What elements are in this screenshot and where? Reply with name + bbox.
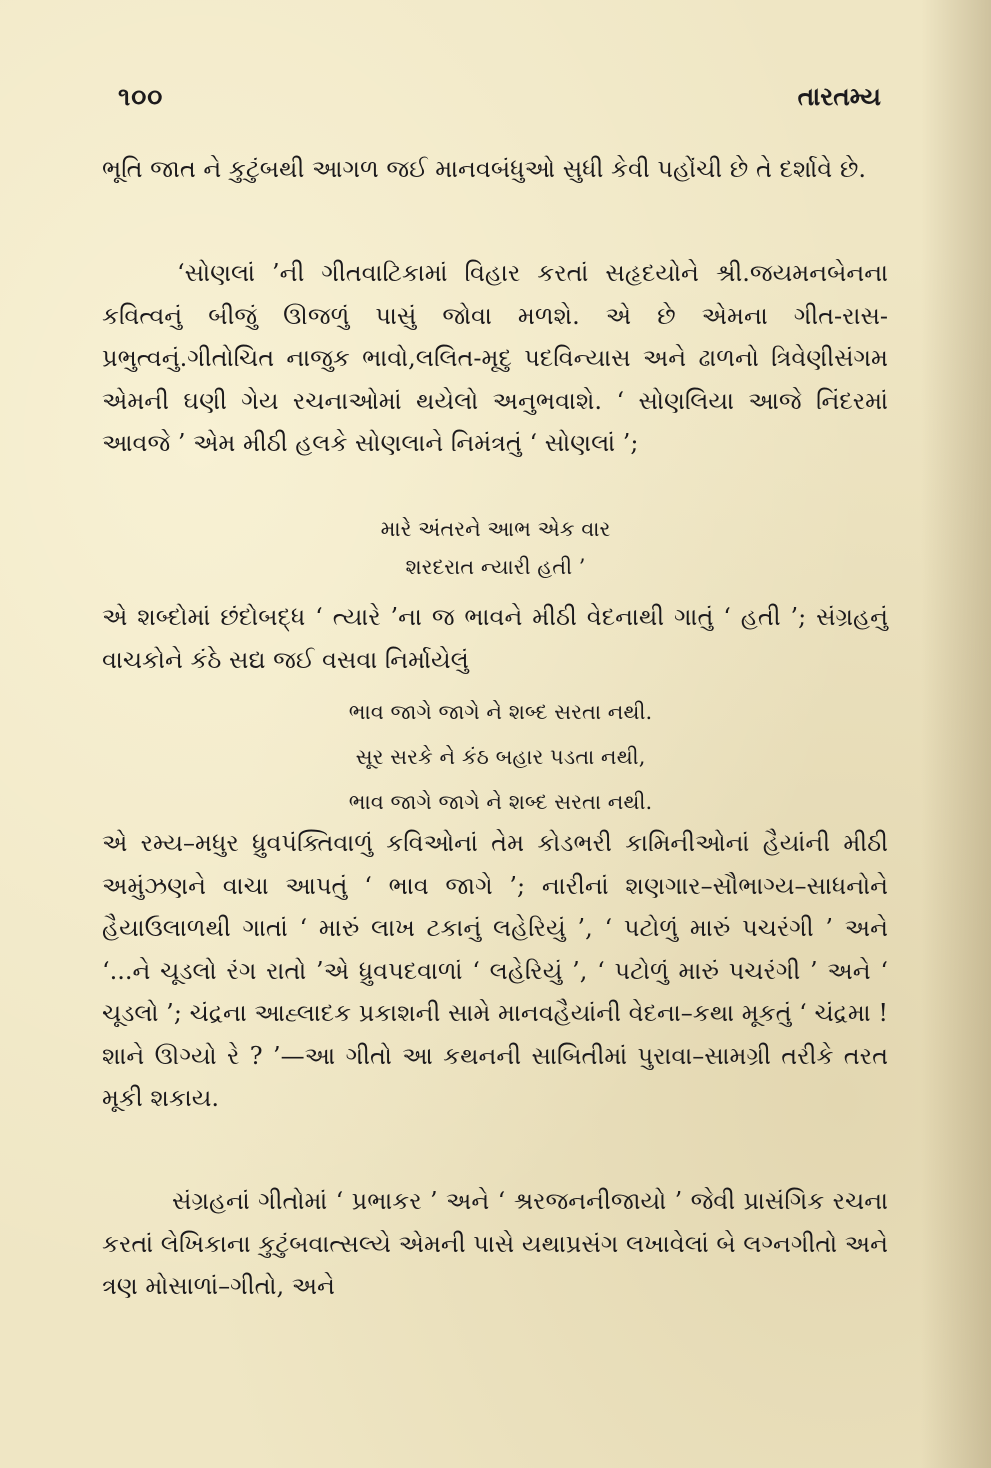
paragraph-4: એ રમ્ય–મધુર ધ્રુવપંક્તિવાળું કવિઓનાં તેમ કોડભરી કામિનીઓનાં હૈયાંની મીઠી અમુંઝણને વાચા આપતું ‘ ભાવ જાગે ’; નારીનાં શણગાર–સૌભાગ્ય–સાધનોને હૈયાઉલાળથી ગાતાં ‘ મારું લાખ ટકાનું લહેરિયું ’, ‘ પટોળું મારું પચરંગી ’ અને ‘...ને ચૂડલો રંગ રાતો ’એ ધ્રુવપદવાળાં ‘ લહેરિયું ’, ‘ પટોળું મારું પચરંગી ’ અને ‘ ચૂડલો ’; ચંદ્રના આહ્લાદક પ્રકાશની સામે માનવહૈયાંની વેદના–કથા મૂકતું ‘ ચંદ્રમા ! શાને ઊગ્યો રે ? ’—આ ગીતો આ કથનની સાબિતીમાં પુરાવા–સામગ્રી તરીકે તરત મૂકી શકાય.	[102, 829, 888, 1112]
running-head: તારતમ્ય	[797, 82, 881, 111]
paragraph-5: સંગ્રહનાં ગીતોમાં ‘ પ્રભાકર ’ અને ‘ શ્રરજનનીજાયો ’ જેવી પ્રાસંગિક રચના કરતાં લેખિકાના કુટુંબવાત્સલ્યે એમની પાસે યથાપ્રસંગ લખાવેલાં બે લગ્નગીતો અને ત્રણ મોસાળાં–ગીતો, અને	[102, 1187, 888, 1300]
verse-line: શરદરાત ન્યારી હતી ’	[405, 555, 586, 579]
verse-line: સૂર સરકે ને કંઠ બહાર પડતા નથી,	[355, 745, 646, 769]
verse-quote-2	[0, 690, 991, 825]
paragraph-1: ભૂતિ જાત ને કુટુંબથી આગળ જઈ માનવબંધુઓ સુધી કેવી પહોંચી છે તે દર્શાવે છે.	[102, 155, 867, 183]
verse-line: મારે અંતરને આભ એક વાર	[380, 517, 611, 541]
paragraph-2: ‘સોણલાં ’ની ગીતવાટિકામાં વિહાર કરતાં સહૃદયોને શ્રી.જયમનબેનના કવિત્વનું બીજું ઊજળું પાસું જોવા મળશે. એ છે એમના ગીત-રાસ-પ્રભુત્વનું.ગીતોચિત નાજુક ભાવો,લલિત-મૃદુ પદવિન્યાસ અને ઢાળનો ત્રિવેણીસંગમ એમની ઘણી ગેય રચનાઓમાં થયેલો અનુભવાશે. ‘ સોણલિયા આજે નિંદરમાં આવજે ’ એમ મીઠી હલકે સોણલાને નિમંત્રતું ‘ સોણલાં ’;	[102, 259, 888, 457]
verse-line: ભાવ જાગે જાગે ને શબ્દ સરતા નથી.	[348, 790, 653, 814]
paragraph-3: એ શબ્દોમાં છંદોબદ્ધ ‘ ત્યારે ’ના જ ભાવને મીઠી વેદનાથી ગાતું ‘ હતી ’; સંગ્રહનું વાચકોને કંઠે સદ્ય જઈ વસવા નિર્માયેલું	[102, 603, 888, 674]
verse-quote-1	[0, 510, 991, 586]
page-number: ૧૦૦	[118, 82, 164, 111]
page-header	[118, 82, 881, 122]
verse-line: ભાવ જાગે જાગે ને શબ્દ સરતા નથી.	[348, 700, 653, 724]
